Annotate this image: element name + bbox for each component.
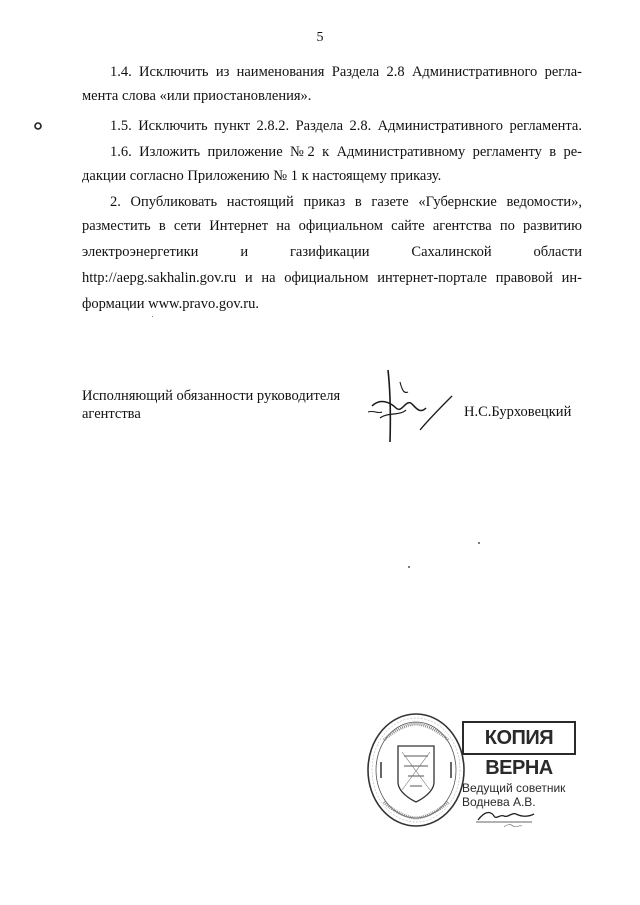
paragraph-1-4-line1: 1.4. Исключить из наименования Раздела 2.8 Административного регла- — [110, 64, 582, 80]
signer-title-line1: Исполняющий обязанности руководителя — [82, 388, 341, 404]
paragraph-2-line1: 2. Опубликовать настоящий приказ в газете «Губернские ведомости», — [110, 194, 582, 210]
paragraph-2-line4: http://aepg.sakhalin.gov.ru и на официальном интернет-портале правовой ин- — [82, 270, 582, 286]
scan-speck — [478, 542, 480, 544]
paragraph-2-line2: разместить в сети Интернет на официальном сайте агентства по развитию — [82, 218, 582, 234]
signer-name: Н.С.Бурховецкий — [464, 404, 572, 420]
scan-speck — [152, 316, 153, 317]
paragraph-2-line5: формации www.pravo.gov.ru. — [82, 296, 259, 312]
paragraph-1-6-line2: дакции согласно Приложению № 1 к настоящему приказу. — [82, 168, 442, 184]
signer-title-line2: агентства — [82, 406, 141, 422]
paragraph-1-6-line1: 1.6. Изложить приложение №2 к Административному регламенту в ре- — [110, 144, 582, 160]
stamp-signature — [476, 808, 536, 824]
stamp-name: Воднева А.В. — [462, 795, 536, 809]
stamp-caption-mark — [503, 823, 523, 829]
paragraph-2-line3: электроэнергетики и газификации Сахалинской области — [82, 244, 582, 260]
scan-speck — [408, 566, 410, 568]
margin-circle-mark — [33, 121, 43, 131]
paragraph-1-4-line2: мента слова «или приостановления». — [82, 88, 312, 104]
paragraph-1-5: 1.5. Исключить пункт 2.8.2. Раздела 2.8. Административного регламента. — [110, 118, 582, 134]
page-number: 5 — [316, 30, 324, 45]
round-seal — [364, 710, 468, 832]
stamp-position: Ведущий советник — [462, 781, 566, 795]
copy-certified-stamp: КОПИЯ ВЕРНА — [462, 721, 576, 755]
signer-title — [82, 387, 372, 423]
handwritten-signature — [360, 368, 460, 448]
